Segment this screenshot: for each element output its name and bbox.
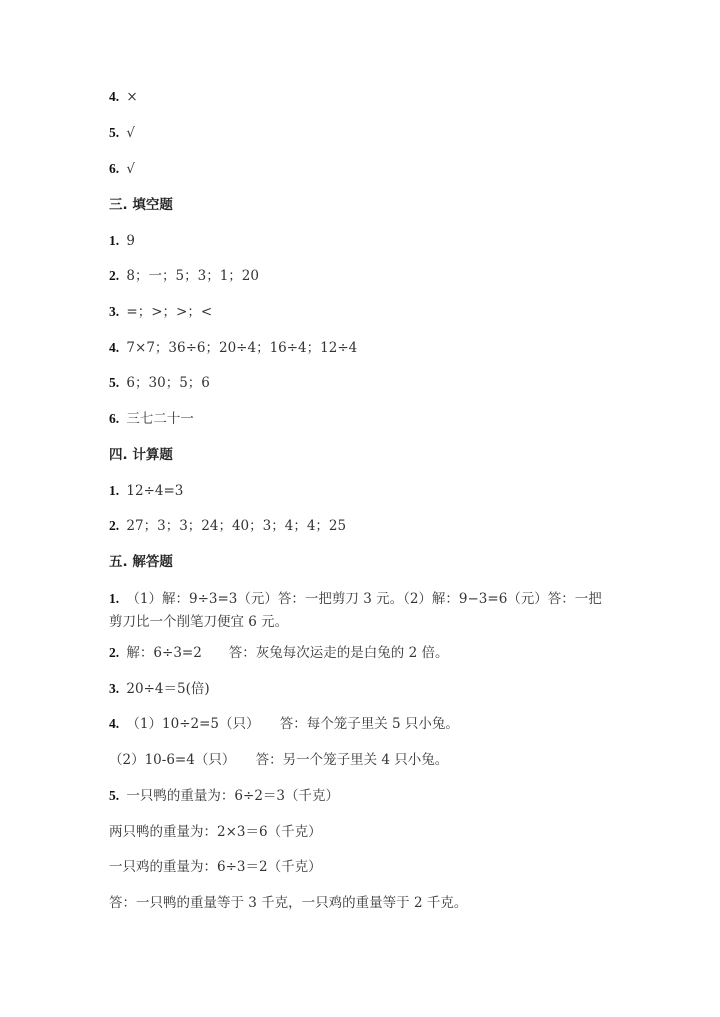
- answer-item: [109, 715, 459, 733]
- answer-item: [109, 374, 210, 392]
- answer-item: [109, 339, 357, 357]
- item-number: 5.: [109, 125, 120, 140]
- answer-item: [109, 88, 138, 106]
- item-number: 4.: [109, 716, 120, 731]
- item-answer: 解：6÷3=2 答：灰兔每次运走的是白兔的 2 倍。: [126, 645, 449, 661]
- item-answer: 9: [126, 233, 136, 249]
- item-answer: （1）10÷2=5（只） 答：每个笼子里关 5 只小兔。: [126, 716, 459, 732]
- answer-item: [109, 160, 135, 178]
- item-answer: 20÷4＝5(倍): [126, 681, 210, 697]
- answer-item: [109, 267, 259, 285]
- item-answer: （2）10-6=4（只） 答：另一个笼子里关 4 只小兔。: [109, 752, 449, 768]
- item-number: 2.: [109, 268, 120, 283]
- section-title-word-problems: 五. 解答题: [109, 554, 173, 570]
- answer-item: [109, 124, 135, 142]
- item-number: 3.: [109, 681, 120, 696]
- item-answer: ×: [126, 89, 138, 105]
- item-answer: 8；一；5；3；1；20: [126, 268, 259, 284]
- item-number: 5.: [109, 375, 120, 390]
- answer-item: [109, 482, 183, 500]
- item-number: 4.: [109, 340, 120, 355]
- item-number: 5.: [109, 788, 120, 803]
- item-answer: 两只鸭的重量为：2×3＝6（千克）: [109, 824, 322, 840]
- item-answer: 27；3；3；24；40；3；4；4；25: [126, 518, 347, 534]
- answer-item-continuation: [109, 823, 322, 841]
- item-answer: 7×7；36÷6；20÷4；16÷4；12÷4: [126, 340, 358, 356]
- item-number: 2.: [109, 645, 120, 660]
- section-title-fill-in: 三. 填空题: [109, 197, 173, 213]
- item-answer: 一只鸡的重量为：6÷3＝2（千克）: [109, 859, 322, 875]
- item-number: 6.: [109, 411, 120, 426]
- answer-item: [109, 587, 609, 634]
- item-answer: 三七二十一: [126, 411, 194, 427]
- answer-item: [109, 787, 339, 805]
- item-answer: 6；30；5；6: [126, 375, 210, 391]
- item-answer: 答：一只鸭的重量等于 3 千克，一只鸡的重量等于 2 千克。: [109, 895, 468, 911]
- answer-item: [109, 680, 210, 698]
- item-number: 2.: [109, 518, 120, 533]
- item-number: 1.: [109, 591, 120, 606]
- item-answer: （1）解：9÷3=3（元）答：一把剪刀 3 元。（2）解：9−3=6（元）答：一把剪刀比一个削笔刀便宜 6 元。: [109, 591, 602, 630]
- answer-item-continuation: [109, 751, 448, 769]
- answer-item: [109, 232, 135, 250]
- answer-item: [109, 644, 448, 662]
- answer-item-continuation: [109, 858, 322, 876]
- answer-item: [109, 517, 346, 535]
- answer-item-continuation: [109, 894, 467, 912]
- item-answer: 12÷4=3: [126, 483, 184, 499]
- answer-item: [109, 410, 194, 428]
- item-number: 4.: [109, 89, 120, 104]
- item-answer: √: [126, 125, 136, 141]
- item-answer: 一只鸭的重量为：6÷2＝3（千克）: [126, 788, 340, 804]
- item-number: 6.: [109, 161, 120, 176]
- item-number: 1.: [109, 233, 120, 248]
- section-title-calculation: 四. 计算题: [109, 447, 173, 463]
- item-answer: √: [126, 161, 136, 177]
- item-number: 1.: [109, 483, 120, 498]
- item-number: 3.: [109, 304, 120, 319]
- answer-item: [109, 303, 212, 321]
- item-answer: =；>；>；<: [126, 304, 213, 320]
